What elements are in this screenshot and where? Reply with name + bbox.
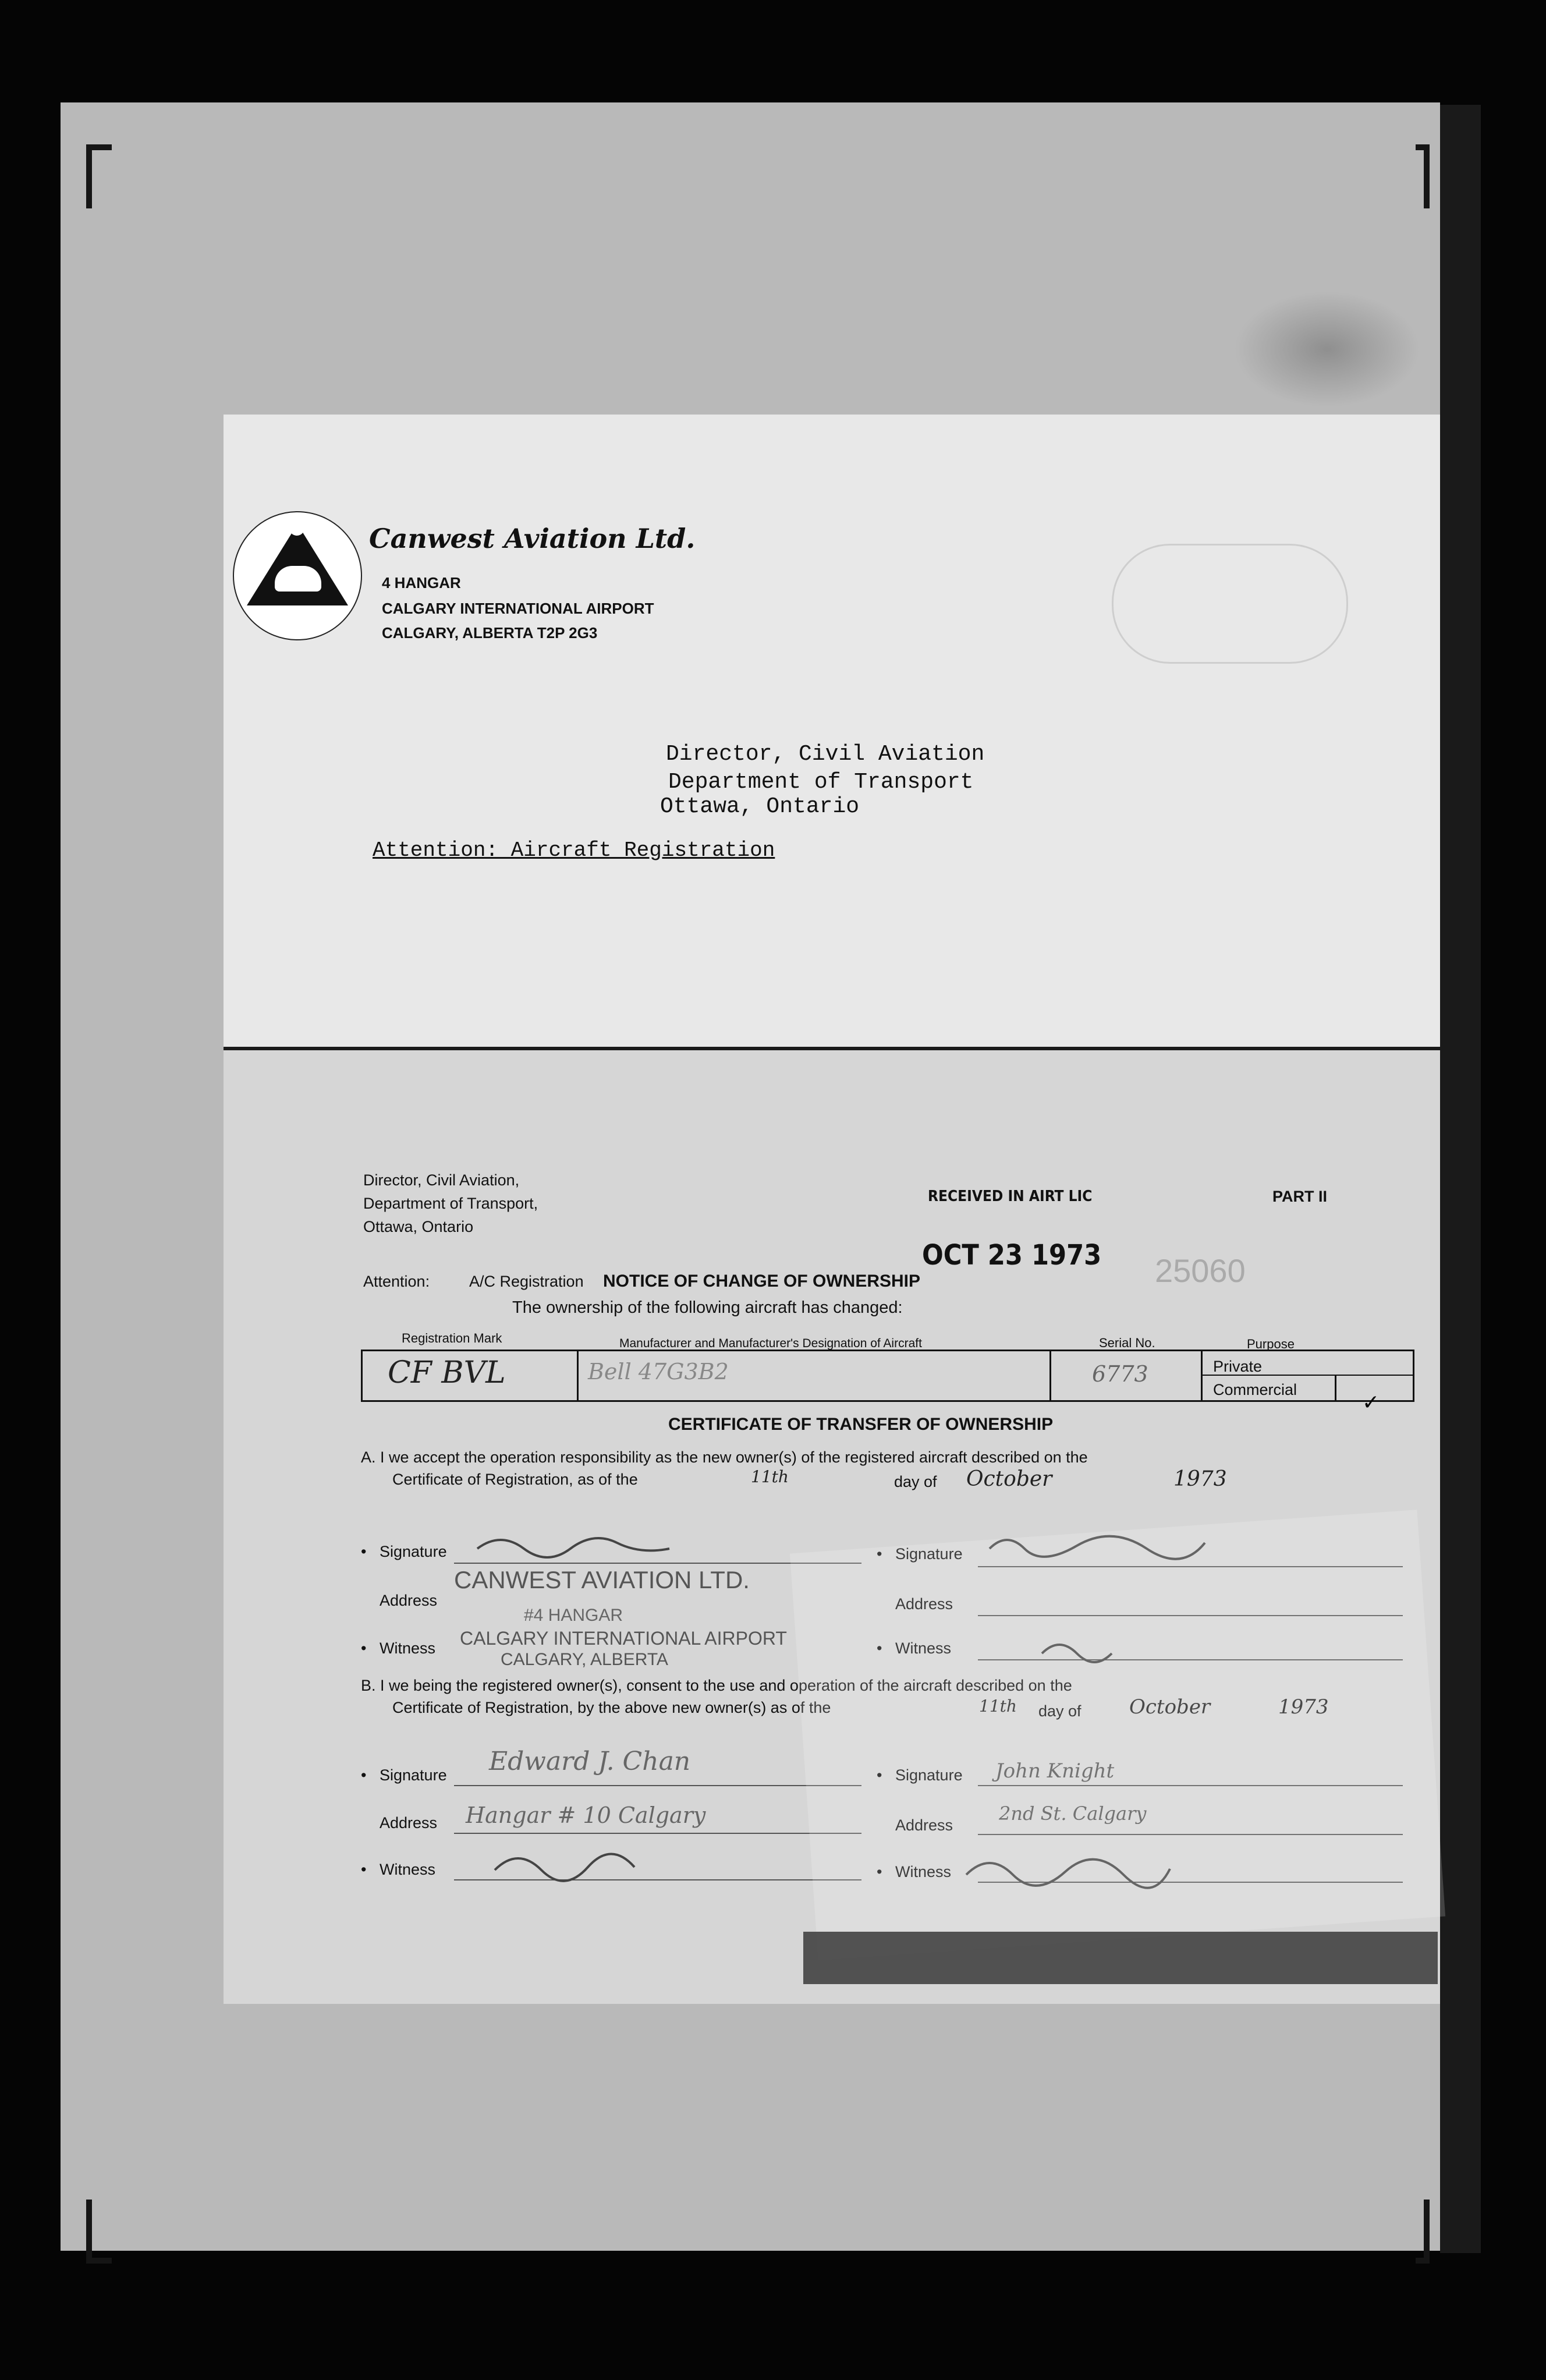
seller-signature: John Knight bbox=[995, 1759, 1115, 1783]
attention-registration: A/C Registration bbox=[469, 1273, 584, 1290]
received-stamp: RECEIVED IN AIRT LIC bbox=[928, 1188, 1093, 1205]
attention-line: Attention: Aircraft Registration bbox=[373, 838, 775, 862]
section-a-address-label: Address bbox=[380, 1592, 438, 1609]
company-address-line: CALGARY, ALBERTA T2P 2G3 bbox=[382, 624, 598, 642]
section-b-day-of: day of bbox=[1038, 1702, 1082, 1720]
bullet: • bbox=[877, 1766, 882, 1784]
manufacturer-value: Bell 47G3B2 bbox=[588, 1359, 729, 1384]
bullet: • bbox=[361, 1861, 367, 1878]
part-label: PART II bbox=[1272, 1188, 1327, 1205]
bullet: • bbox=[877, 1545, 882, 1563]
form-recipient-line: Department of Transport, bbox=[363, 1195, 538, 1212]
section-b-address-label: Address bbox=[380, 1814, 438, 1832]
recipient-line: Department of Transport bbox=[668, 770, 974, 795]
section-a-text: A. I we accept the operation responsibility as the new owner(s) of the registered aircraft described on the bbox=[361, 1448, 1088, 1466]
section-a-year: 1973 bbox=[1173, 1467, 1227, 1491]
registration-mark-value: CF BVL bbox=[388, 1355, 506, 1390]
section-a-signature-label: Signature bbox=[895, 1545, 963, 1563]
header-serial: Serial No. bbox=[1099, 1336, 1155, 1350]
form-recipient-line: Ottawa, Ontario bbox=[363, 1218, 474, 1235]
certificate-title: CERTIFICATE OF TRANSFER OF OWNERSHIP bbox=[668, 1415, 1054, 1434]
serial-value: 6773 bbox=[1092, 1361, 1148, 1387]
seller-address: 2nd St. Calgary bbox=[999, 1802, 1147, 1825]
section-b-month: October bbox=[1129, 1695, 1211, 1719]
company-address-line: 4 HANGAR bbox=[382, 574, 461, 592]
section-b-address-label: Address bbox=[895, 1816, 953, 1834]
section-b-signature-label: Signature bbox=[895, 1766, 963, 1784]
recipient-line: Ottawa, Ontario bbox=[660, 794, 860, 819]
bullet: • bbox=[877, 1863, 882, 1880]
company-address-line: CALGARY INTERNATIONAL AIRPORT bbox=[382, 600, 654, 617]
header-manufacturer: Manufacturer and Manufacturer's Designation of Aircraft bbox=[619, 1337, 922, 1350]
section-b-witness-label: Witness bbox=[895, 1863, 952, 1880]
notice-subtitle: The ownership of the following aircraft has changed: bbox=[512, 1298, 903, 1317]
section-a-text: Certificate of Registration, as of the bbox=[392, 1471, 638, 1488]
bullet: • bbox=[877, 1639, 882, 1657]
section-a-address-label: Address bbox=[895, 1595, 953, 1613]
company-name: Canwest Aviation Ltd. bbox=[369, 523, 696, 554]
section-b-witness-label: Witness bbox=[380, 1861, 436, 1878]
purpose-private: Private bbox=[1213, 1358, 1263, 1375]
paper-stain bbox=[803, 1932, 1438, 1984]
form-recipient-line: Director, Civil Aviation, bbox=[363, 1171, 520, 1189]
company-stamp-line: CALGARY INTERNATIONAL AIRPORT bbox=[460, 1628, 787, 1649]
section-b-signature-label: Signature bbox=[380, 1766, 447, 1784]
tape-overlay bbox=[790, 1510, 1445, 1960]
bullet: • bbox=[361, 1639, 367, 1657]
section-a-witness-label: Witness bbox=[895, 1639, 952, 1657]
section-b-day: 11th bbox=[979, 1697, 1017, 1716]
bullet: • bbox=[361, 1543, 367, 1560]
seller-signature: Edward J. Chan bbox=[489, 1747, 691, 1776]
faint-number: 25060 bbox=[1155, 1252, 1246, 1289]
company-stamp-line: CANWEST AVIATION LTD. bbox=[454, 1566, 750, 1593]
seller-address: Hangar # 10 Calgary bbox=[466, 1802, 706, 1828]
section-a-witness-label: Witness bbox=[380, 1639, 436, 1657]
section-b-text: B. I we being the registered owner(s), consent to the use and operation of the aircraft described on the bbox=[361, 1677, 1072, 1694]
header-purpose: Purpose bbox=[1247, 1337, 1295, 1351]
section-a-day: 11th bbox=[751, 1467, 789, 1486]
section-a-signature-label: Signature bbox=[380, 1543, 447, 1560]
commercial-check: ✓ bbox=[1362, 1390, 1380, 1414]
witness-scribble bbox=[495, 1854, 634, 1881]
section-b-text: Certificate of Registration, by the above new owner(s) as of the bbox=[392, 1699, 831, 1716]
date-stamp: OCT 23 1973 bbox=[922, 1239, 1102, 1272]
section-a-month: October bbox=[966, 1467, 1052, 1491]
purpose-commercial: Commercial bbox=[1213, 1381, 1297, 1398]
company-stamp-line: #4 HANGAR bbox=[524, 1606, 623, 1625]
company-stamp-line: CALGARY, ALBERTA bbox=[501, 1650, 668, 1669]
section-a-day-of: day of bbox=[894, 1473, 937, 1490]
bullet: • bbox=[361, 1766, 367, 1784]
section-b-year: 1973 bbox=[1278, 1695, 1329, 1719]
notice-title: NOTICE OF CHANGE OF OWNERSHIP bbox=[603, 1272, 921, 1291]
buyer-signature-scribble bbox=[477, 1538, 669, 1557]
header-registration-mark: Registration Mark bbox=[402, 1331, 502, 1345]
recipient-line: Director, Civil Aviation bbox=[666, 742, 985, 767]
attention-prefix: Attention: bbox=[363, 1273, 430, 1290]
